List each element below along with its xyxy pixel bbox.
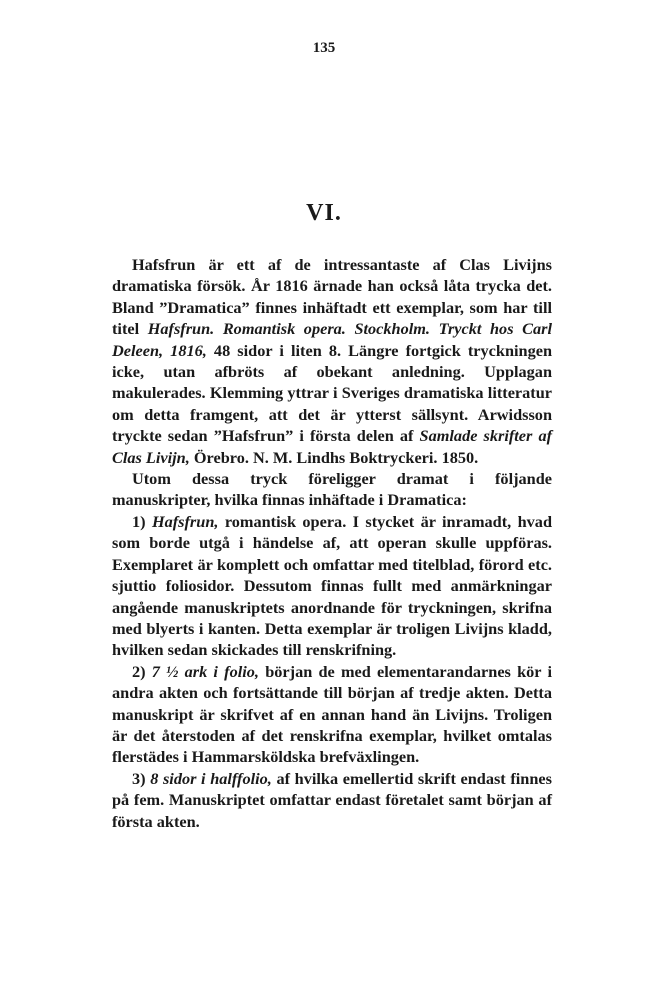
paragraph-3-text-a: 1) [132, 511, 152, 531]
paragraph-3-text-b: romantisk opera. I stycket är inramadt, hvad som borde utgå i händelse af, att operan skulle uppföras. Exemplaret är komplett och omfattar med titelblad, förord etc. sjuttio foliosidor. Dessutom finnas fullt med anmärkningar angående manuskriptets anordnande för tryckningen, skrifna med blyerts i kanten. Detta exemplar är troligen Livijns kladd, hvilken sedan skickades till renskrifning. [112, 511, 552, 660]
paragraph-1 [112, 254, 552, 468]
paragraph-2 [112, 468, 552, 511]
paragraph-2-text: Utom dessa tryck föreligger dramat i följande manuskripter, hvilka finnas inhäftade i Dramatica: [112, 469, 552, 510]
body-text [112, 254, 552, 832]
paragraph-4-text-a: 2) [132, 661, 152, 681]
paragraph-1-italic-a: Hafsfrun. Romantisk opera. Stockholm. Tryckt hos Carl Deleen, 1816, [112, 319, 552, 360]
paragraph-1-italic-b: Samlade skrifter af Clas Livijn, [112, 426, 553, 467]
paragraph-4-italic: 7 ½ ark i folio, [151, 661, 259, 681]
paragraph-5 [112, 768, 552, 832]
paragraph-5-text-a: 3) [132, 768, 151, 788]
paragraph-5-text-b: af hvilka emellertid skrift endast finnes på fem. Manuskriptet omfattar endast företalet samt början af första akten. [112, 768, 552, 831]
paragraph-1-text-b: 48 sidor i liten 8. Längre fortgick tryckningen icke, utan afbröts af obekant anledning. Upplagan makulerades. Klemming yttrar i Sveriges dramatiska litteratur om detta framgent, att det är ytterst sällsynt. Arwidsson tryckte sedan ”Hafsfrun” i första delen af [112, 340, 553, 446]
paragraph-4 [112, 661, 552, 768]
chapter-heading: VI. [306, 200, 342, 226]
paragraph-5-italic: 8 sidor i halffolio, [150, 768, 272, 788]
paragraph-3-italic: Hafsfrun, [151, 511, 219, 531]
paragraph-3 [112, 511, 552, 661]
paragraph-1-text-a: Hafsfrun är ett af de intressantaste af Clas Livijns dramatiska försök. År 1816 ärnade han också låta trycka det. Bland ”Dramatica” finnes inhäftadt ett exemplar, som har till titel [112, 255, 552, 339]
page-number: 135 [312, 40, 336, 56]
paragraph-1-text-c: Örebro. N. M. Lindhs Boktryckeri. 1850. [189, 447, 479, 467]
paragraph-4-text-b: början de med elementarandarnes kör i andra akten och fortsättande till början af tredje akten. Detta manuskript är skrifvet af en annan hand än Livijns. Troligen är det återstoden af det renskrifna exemplar, hvilket omtalas flerstädes i Hammarsköldska brefväxlingen. [112, 661, 552, 767]
